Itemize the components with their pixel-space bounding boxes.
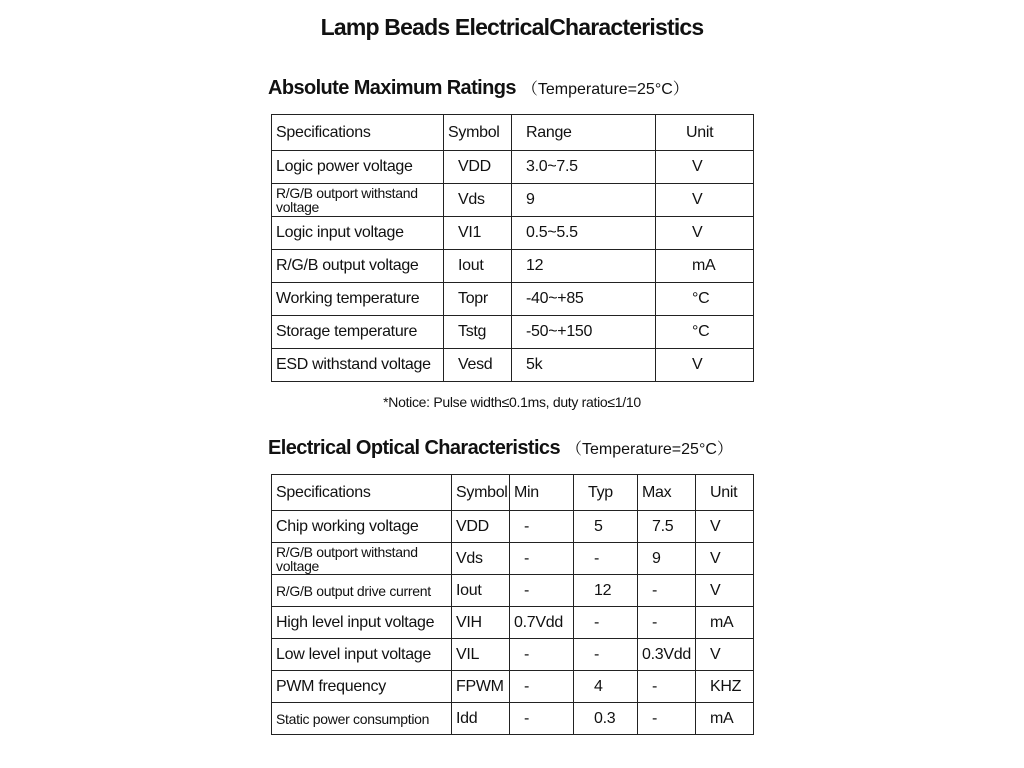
- cell-max: 9: [638, 543, 696, 575]
- table-row: [272, 316, 754, 349]
- table-row: [272, 703, 754, 735]
- cell-typ: -: [574, 543, 638, 575]
- cell-range: 0.5~5.5: [512, 217, 656, 250]
- electrical-optical-table: [271, 474, 754, 735]
- cell-unit: V: [696, 543, 754, 575]
- table-row: [272, 543, 754, 575]
- table-row: [272, 283, 754, 316]
- cell-range: 12: [512, 250, 656, 283]
- temperature-note: （Temperature=25°C）: [565, 441, 733, 458]
- cell-unit: V: [696, 639, 754, 671]
- table-row: [272, 184, 754, 217]
- cell-spec: Logic input voltage: [272, 217, 444, 250]
- cell-symbol: VIL: [452, 639, 510, 671]
- cell-typ: 12: [574, 575, 638, 607]
- cell-min: -: [510, 639, 574, 671]
- cell-symbol: Vesd: [444, 349, 512, 382]
- cell-max: -: [638, 607, 696, 639]
- cell-range: -50~+150: [512, 316, 656, 349]
- table-row: [272, 639, 754, 671]
- cell-symbol: Vds: [452, 543, 510, 575]
- cell-symbol: VIH: [452, 607, 510, 639]
- cell-unit: KHZ: [696, 671, 754, 703]
- cell-max: -: [638, 671, 696, 703]
- section-title-text: Absolute Maximum Ratings: [268, 77, 516, 99]
- section-title-electrical-optical: [268, 436, 733, 460]
- cell-typ: 5: [574, 511, 638, 543]
- cell-spec: ESD withstand voltage: [272, 349, 444, 382]
- cell-min: -: [510, 671, 574, 703]
- absolute-max-ratings-table: [271, 114, 754, 382]
- cell-range: 5k: [512, 349, 656, 382]
- cell-typ: -: [574, 607, 638, 639]
- cell-unit: mA: [696, 607, 754, 639]
- cell-symbol: Idd: [452, 703, 510, 735]
- table-header-row: [272, 115, 754, 151]
- cell-max: 0.3Vdd: [638, 639, 696, 671]
- cell-symbol: Iout: [444, 250, 512, 283]
- cell-typ: 4: [574, 671, 638, 703]
- cell-spec: Low level input voltage: [272, 639, 452, 671]
- header-cell: Specifications: [272, 115, 444, 151]
- cell-spec: R/G/B outport withstand voltage: [272, 543, 452, 575]
- cell-symbol: Vds: [444, 184, 512, 217]
- table-row: [272, 671, 754, 703]
- cell-max: -: [638, 703, 696, 735]
- cell-typ: 0.3: [574, 703, 638, 735]
- header-cell: Unit: [656, 115, 754, 151]
- table-row: [272, 217, 754, 250]
- cell-symbol: FPWM: [452, 671, 510, 703]
- cell-unit: °C: [656, 316, 754, 349]
- header-cell: Unit: [696, 475, 754, 511]
- cell-unit: mA: [696, 703, 754, 735]
- cell-spec: Logic power voltage: [272, 151, 444, 184]
- table-row: [272, 511, 754, 543]
- cell-spec: Working temperature: [272, 283, 444, 316]
- table-header-row: [272, 475, 754, 511]
- cell-typ: -: [574, 639, 638, 671]
- cell-spec: Static power consumption: [272, 703, 452, 735]
- cell-unit: mA: [656, 250, 754, 283]
- header-cell: Range: [512, 115, 656, 151]
- cell-unit: V: [656, 184, 754, 217]
- header-cell: Symbol: [452, 475, 510, 511]
- cell-unit: V: [696, 575, 754, 607]
- cell-spec: Chip working voltage: [272, 511, 452, 543]
- cell-range: 3.0~7.5: [512, 151, 656, 184]
- header-cell: Max: [638, 475, 696, 511]
- cell-spec: High level input voltage: [272, 607, 452, 639]
- header-cell: Specifications: [272, 475, 452, 511]
- cell-symbol: VI1: [444, 217, 512, 250]
- cell-symbol: VDD: [452, 511, 510, 543]
- cell-unit: V: [656, 349, 754, 382]
- table-row: [272, 607, 754, 639]
- header-cell: Symbol: [444, 115, 512, 151]
- cell-spec: PWM frequency: [272, 671, 452, 703]
- cell-min: -: [510, 511, 574, 543]
- cell-max: 7.5: [638, 511, 696, 543]
- cell-spec: R/G/B outport withstand voltage: [272, 184, 444, 217]
- cell-symbol: Iout: [452, 575, 510, 607]
- cell-min: -: [510, 575, 574, 607]
- cell-spec: R/G/B output voltage: [272, 250, 444, 283]
- page-title: Lamp Beads ElectricalCharacteristics: [320, 14, 704, 40]
- notice-text: *Notice: Pulse width≤0.1ms, duty ratio≤1/10: [383, 394, 641, 410]
- cell-max: -: [638, 575, 696, 607]
- cell-symbol: VDD: [444, 151, 512, 184]
- header-cell: Min: [510, 475, 574, 511]
- cell-unit: V: [656, 151, 754, 184]
- cell-spec: Storage temperature: [272, 316, 444, 349]
- cell-unit: V: [696, 511, 754, 543]
- cell-min: 0.7Vdd: [510, 607, 574, 639]
- table-row: [272, 575, 754, 607]
- section-title-absolute-max: [268, 76, 689, 100]
- table-row: [272, 151, 754, 184]
- cell-min: -: [510, 703, 574, 735]
- cell-spec: R/G/B output drive current: [272, 575, 452, 607]
- table-row: [272, 250, 754, 283]
- header-cell: Typ: [574, 475, 638, 511]
- cell-unit: °C: [656, 283, 754, 316]
- temperature-note: （Temperature=25°C）: [521, 81, 689, 98]
- cell-min: -: [510, 543, 574, 575]
- cell-symbol: Topr: [444, 283, 512, 316]
- cell-unit: V: [656, 217, 754, 250]
- table-row: [272, 349, 754, 382]
- section-title-text: Electrical Optical Characteristics: [268, 437, 560, 459]
- cell-range: -40~+85: [512, 283, 656, 316]
- cell-range: 9: [512, 184, 656, 217]
- cell-symbol: Tstg: [444, 316, 512, 349]
